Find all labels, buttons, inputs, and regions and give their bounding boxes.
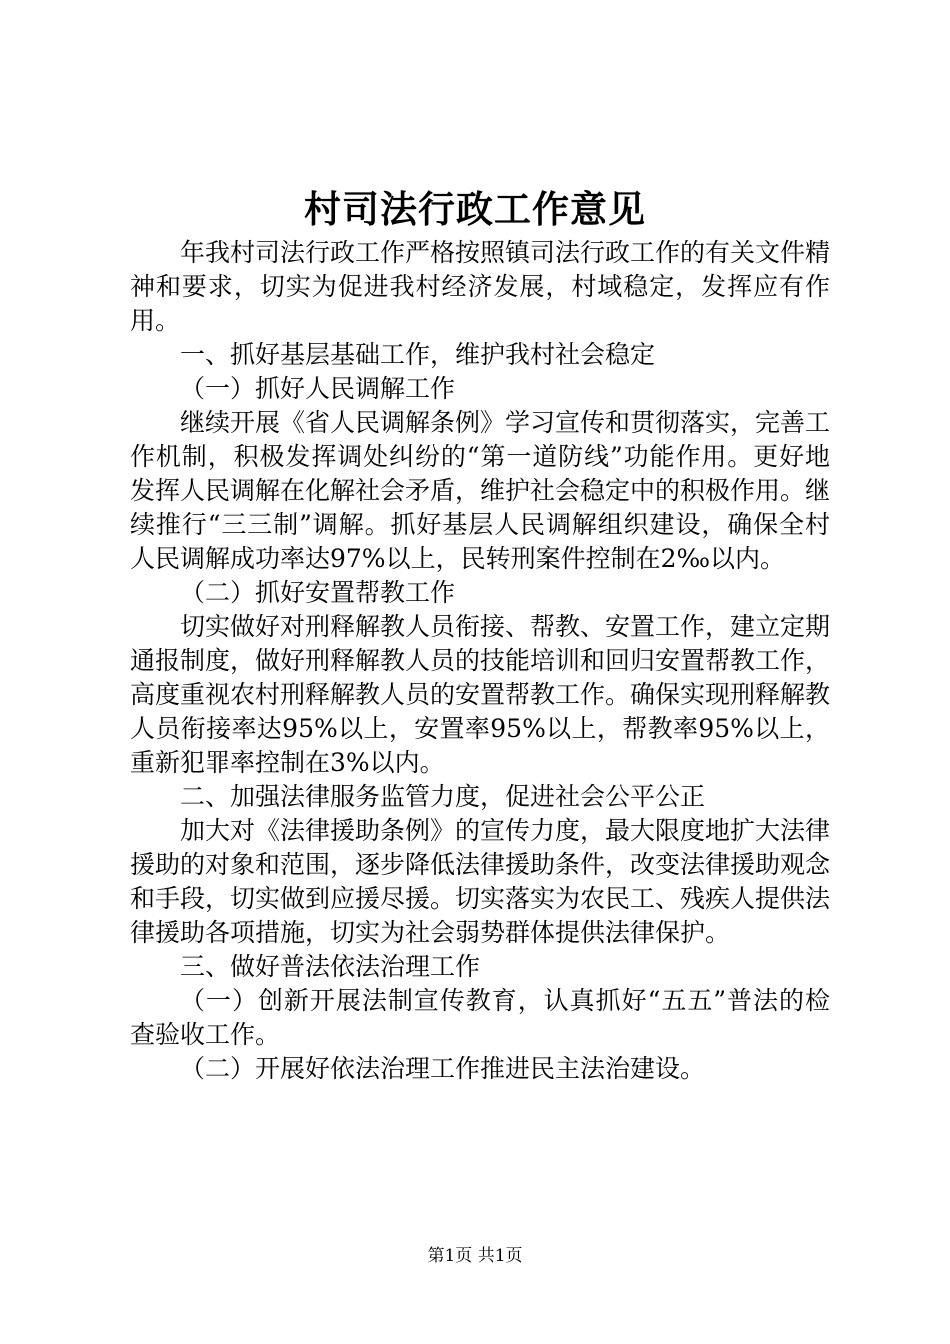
document-body (130, 236, 830, 1086)
section-heading-1: 一、抓好基层基础工作，维护我村社会稳定 (180, 340, 656, 369)
subsection-heading-1-1: （一）抓好人民调解工作 (180, 374, 456, 403)
document-title: 村司法行政工作意见 (304, 187, 646, 231)
mediation-paragraph: 继续开展《省人民调解条例》学习宣传和贯彻落实，完善工作机制，积极发挥调处纠纷的“第一道防线”功能作用。更好地发挥人民调解在化解社会矛盾，维护社会稳定中的积极作用。继续推行“三三制”调解。抓好基层人民调解组织建设，确保全村人民调解成功率达97%以上，民转刑案件控制在2‰以内。 (130, 408, 831, 573)
subsection-heading-1-2: （二）抓好安置帮教工作 (180, 578, 456, 607)
subsection-3-2-paragraph: （二）开展好依法治理工作推进民主法治建设。 (180, 1054, 706, 1083)
legal-aid-paragraph: 加大对《法律援助条例》的宣传力度，最大限度地扩大法律援助的对象和范围，逐步降低法律援助条件，改变法律援助观念和手段，切实做到应援尽援。切实落实为农民工、残疾人提供法律援助各项措施，切实为社会弱势群体提供法律保护。 (130, 816, 831, 947)
resettlement-paragraph: 切实做好对刑释解教人员衔接、帮教、安置工作，建立定期通报制度，做好刑释解教人员的技能培训和回归安置帮教工作，高度重视农村刑释解教人员的安置帮教工作。确保实现刑释解教人员衔接率达95%以上，安置率95%以上，帮教率95%以上，重新犯罪率控制在3%以内。 (130, 612, 831, 777)
subsection-3-1-paragraph: （一）创新开展法制宣传教育，认真抓好“五五”普法的检查验收工作。 (130, 986, 830, 1049)
page-footer: 第1页 共1页 (427, 1246, 523, 1266)
section-heading-2: 二、加强法律服务监管力度，促进社会公平公正 (180, 782, 706, 811)
intro-paragraph: 年我村司法行政工作严格按照镇司法行政工作的有关文件精神和要求，切实为促进我村经济发展，村域稳定，发挥应有作用。 (130, 238, 831, 335)
section-heading-3: 三、做好普法依法治理工作 (180, 952, 481, 981)
